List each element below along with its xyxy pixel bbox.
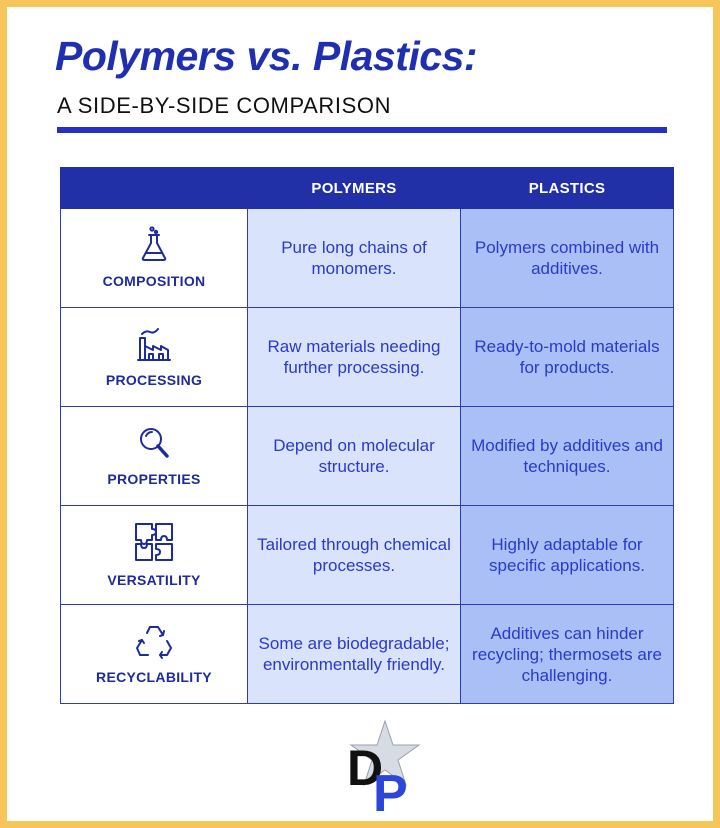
row-label-cell (61, 308, 248, 407)
puzzle-icon (132, 520, 176, 564)
plastics-cell: Additives can hinder recycling; thermosets are challenging. (461, 605, 674, 704)
comparison-table (60, 167, 674, 704)
plastics-cell: Polymers combined with additives. (461, 209, 674, 308)
plastics-cell: Modified by additives and techniques. (461, 407, 674, 506)
table-row (61, 407, 674, 506)
row-label: PROCESSING (105, 371, 203, 388)
polymers-cell: Some are biodegradable; environmentally friendly. (248, 605, 461, 704)
logo-letter-d: D (347, 740, 384, 796)
flask-icon (134, 225, 174, 265)
logo-letter-p: P (373, 765, 408, 819)
plastics-cell: Highly adaptable for specific applications. (461, 506, 674, 605)
magnifier-icon (134, 423, 174, 463)
row-label: VERSATILITY (107, 571, 201, 588)
recycle-icon (134, 621, 174, 661)
row-label-cell (61, 506, 248, 605)
table-row (61, 308, 674, 407)
company-logo (335, 719, 425, 819)
polymers-cell: Pure long chains of monomers. (248, 209, 461, 308)
table-header-row (61, 168, 674, 209)
plastics-cell: Ready-to-mold materials for products. (461, 308, 674, 407)
row-label: PROPERTIES (107, 470, 201, 487)
page-subtitle: A SIDE-BY-SIDE COMPARISON (57, 93, 392, 118)
header-cell-plastics: PLASTICS (461, 168, 674, 209)
polymers-cell: Tailored through chemical processes. (248, 506, 461, 605)
row-label: RECYCLABILITY (96, 668, 212, 685)
title-underline (57, 127, 667, 133)
header-cell-blank (61, 168, 248, 209)
polymers-cell: Raw materials needing further processing. (248, 308, 461, 407)
table-row (61, 605, 674, 704)
header-cell-polymers: POLYMERS (248, 168, 461, 209)
factory-icon (134, 324, 174, 364)
row-label-cell (61, 209, 248, 308)
polymers-cell: Depend on molecular structure. (248, 407, 461, 506)
row-label: COMPOSITION (102, 272, 206, 289)
table-row (61, 209, 674, 308)
table-row (61, 506, 674, 605)
row-label-cell (61, 407, 248, 506)
row-label-cell (61, 605, 248, 704)
page-title: Polymers vs. Plastics: (55, 33, 478, 79)
